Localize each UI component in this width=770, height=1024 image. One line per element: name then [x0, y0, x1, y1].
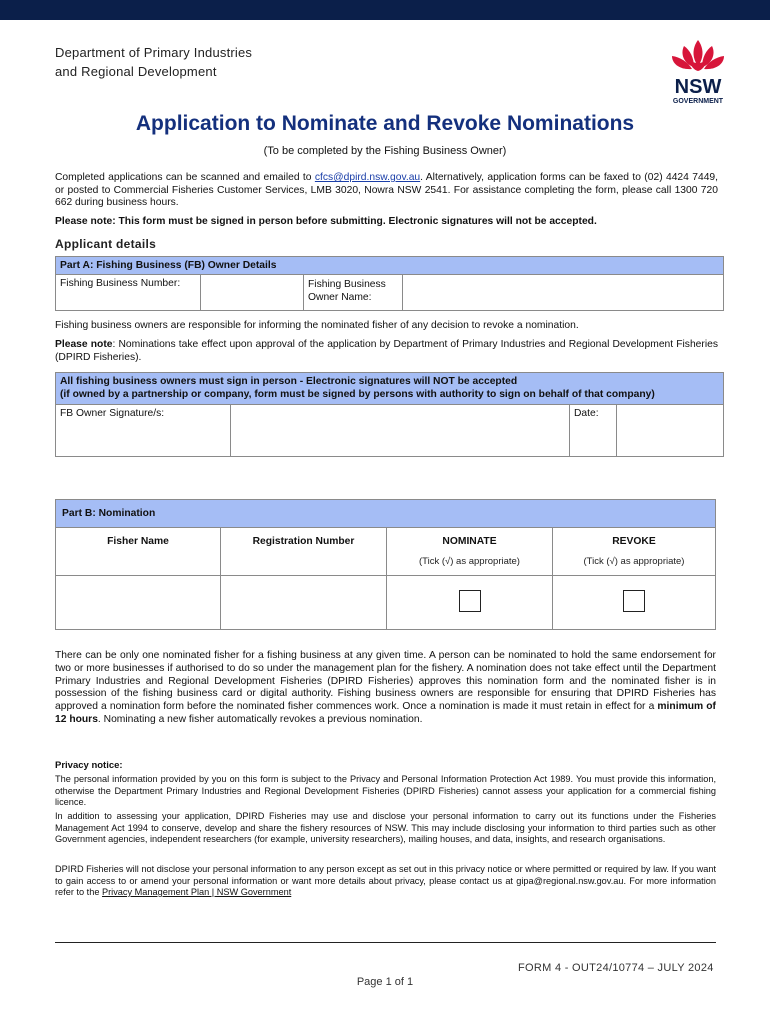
signature-header-line-1: All fishing business owners must sign in person - Electronic signatures will NOT be accepted: [60, 376, 518, 387]
part-b-table: [55, 499, 716, 630]
footer-divider: [55, 942, 716, 943]
form-subtitle: (To be completed by the Fishing Business Owner): [263, 145, 507, 157]
date-label: Date:: [570, 405, 617, 457]
date-field[interactable]: [617, 405, 724, 457]
registration-number-header: Registration Number: [221, 528, 387, 576]
revoke-header: [553, 528, 716, 576]
nsw-government-logo: [660, 36, 736, 112]
privacy-notice-heading: Privacy notice:: [55, 760, 123, 771]
privacy-paragraph-1: The personal information provided by you on this form is subject to the Privacy and Personal Information Protection Act 1989. You must provide this information, otherwise the Department Primary Industries and Regional Development Fisheries (DPIRD Fisheries) cannot assess your application for a commercial fishing licence.: [55, 774, 716, 807]
nominate-checkbox[interactable]: [459, 590, 481, 612]
rules-text-start: There can be only one nominated fisher for a fishing business at any given time. A person can be nominated to hold the same endorsement for two or more businesses if authorised to do so under the management plan for the fishery. A nomination does not take effect until the Department Primary Industries and Regional Development Fisheries (DPIRD Fisheries) approves this nomination form and the nominated fisher is in possession of the fishing business card or digital authority. Fishing business owners are responsible for ensuring that DPIRD Fisheries has approved a nomination form before the nominated fisher commences work. Once a nomination is made it must retain in effect for a: [55, 650, 716, 713]
signature-header-line-2: (if owned by a partnership or company, form must be signed by persons with authority to sign on behalf of that company): [60, 388, 655, 400]
nomination-rules-paragraph: [55, 650, 716, 727]
signature-field[interactable]: [231, 405, 570, 457]
logo-wordmark: NSW: [674, 76, 722, 98]
part-a-table: [55, 256, 724, 311]
privacy-paragraph-2: In addition to assessing your application, DPIRD Fisheries may use and disclose your personal information to carry out its functions under the Fisheries Management Act 1994 to conserve, develop and share the fishery resources of NSW. This may include disclosing your information to third parties such as other Government agencies, independent researchers (for example, university researchers), mailing houses, and data, insights, and research organisations.: [55, 811, 716, 844]
email-link[interactable]: cfcs@dpird.nsw.gov.au: [314, 172, 421, 183]
rules-text-bold: minimum of 12 hours: [55, 701, 716, 725]
page-total: 1: [407, 976, 414, 988]
fb-owner-label-line-2: Owner Name:: [308, 292, 372, 303]
privacy-paragraph-3-text: DPIRD Fisheries will not disclose your personal information to any person except as set out in this privacy notice or where permitted or required by law. If you want to gain access to or amend your personal information or want more details about privacy, please contact us at gipa@regional.nsw.gov.au. For more information refer to the: [55, 864, 716, 897]
intro-text-start: Completed applications can be scanned and emailed to: [55, 172, 315, 183]
form-id: FORM 4 - OUT24/10774 – JULY 2024: [518, 962, 714, 974]
fb-owner-name-field[interactable]: [403, 275, 724, 311]
signature-label: FB Owner Signature/s:: [56, 405, 231, 457]
part-b-header: Part B: Nomination: [56, 500, 716, 528]
privacy-management-plan-link[interactable]: Privacy Management Plan | NSW Government: [101, 887, 292, 897]
nominate-tick-instruction: (Tick (√) as appropriate): [419, 556, 520, 567]
please-note-text: : Nominations take effect upon approval of the application by Department of Primary Industries and Regional Development Fisheries (DPIRD Fisheries).: [55, 339, 719, 363]
revoke-tick-instruction: (Tick (√) as appropriate): [583, 556, 685, 567]
nominate-header: [387, 528, 553, 576]
applicant-details-heading: Applicant details: [55, 237, 157, 251]
form-title: Application to Nominate and Revoke Nominations: [135, 112, 635, 135]
page-number: [0, 976, 770, 988]
fb-owner-name-label: [304, 275, 403, 311]
department-line-2: and Regional Development: [55, 64, 217, 79]
signature-header: [56, 373, 724, 405]
fisher-name-header: Fisher Name: [56, 528, 221, 576]
fb-owner-label-line-1: Fishing Business: [308, 279, 386, 290]
page-label: Page: [356, 976, 386, 988]
department-name: [55, 43, 252, 81]
intro-paragraph: [55, 172, 718, 210]
signature-table: [55, 372, 724, 457]
revoke-label: REVOKE: [612, 536, 656, 547]
fb-responsible-text: Fishing business owners are responsible for informing the nominated fisher of any decision to revoke a nomination.: [55, 320, 579, 331]
nominate-label: NOMINATE: [442, 536, 497, 547]
top-bar: [0, 0, 770, 20]
part-a-header: Part A: Fishing Business (FB) Owner Details: [56, 257, 724, 275]
sign-in-person-note: Please note: This form must be signed in person before submitting. Electronic signatures will not be accepted.: [55, 216, 597, 227]
page-of: of: [391, 976, 408, 988]
page-current: 1: [385, 976, 392, 988]
registration-number-field[interactable]: [221, 576, 387, 630]
revoke-checkbox[interactable]: [623, 590, 645, 612]
privacy-paragraph-3: [55, 864, 716, 899]
fb-number-label: Fishing Business Number:: [56, 275, 201, 311]
department-line-1: Department of Primary Industries: [55, 45, 253, 60]
revoke-cell: [553, 576, 716, 630]
fb-number-field[interactable]: [201, 275, 304, 311]
logo-subtext: GOVERNMENT: [672, 98, 724, 105]
fisher-name-field[interactable]: [56, 576, 221, 630]
rules-text-end: . Nominating a new fisher automatically revokes a previous nomination.: [97, 713, 423, 725]
please-note-label: Please note: [55, 339, 113, 350]
nomination-effect-note: [55, 339, 718, 364]
nominate-cell: [387, 576, 553, 630]
intro-text-end: . Alternatively, application forms can be faxed to (02) 4424 7449, or posted to Commercial Fisheries Customer Services, LMB 3020, Nowra NSW 2541. For assistance completing the form, please call 1300 720 662 during business hours.: [55, 172, 719, 208]
